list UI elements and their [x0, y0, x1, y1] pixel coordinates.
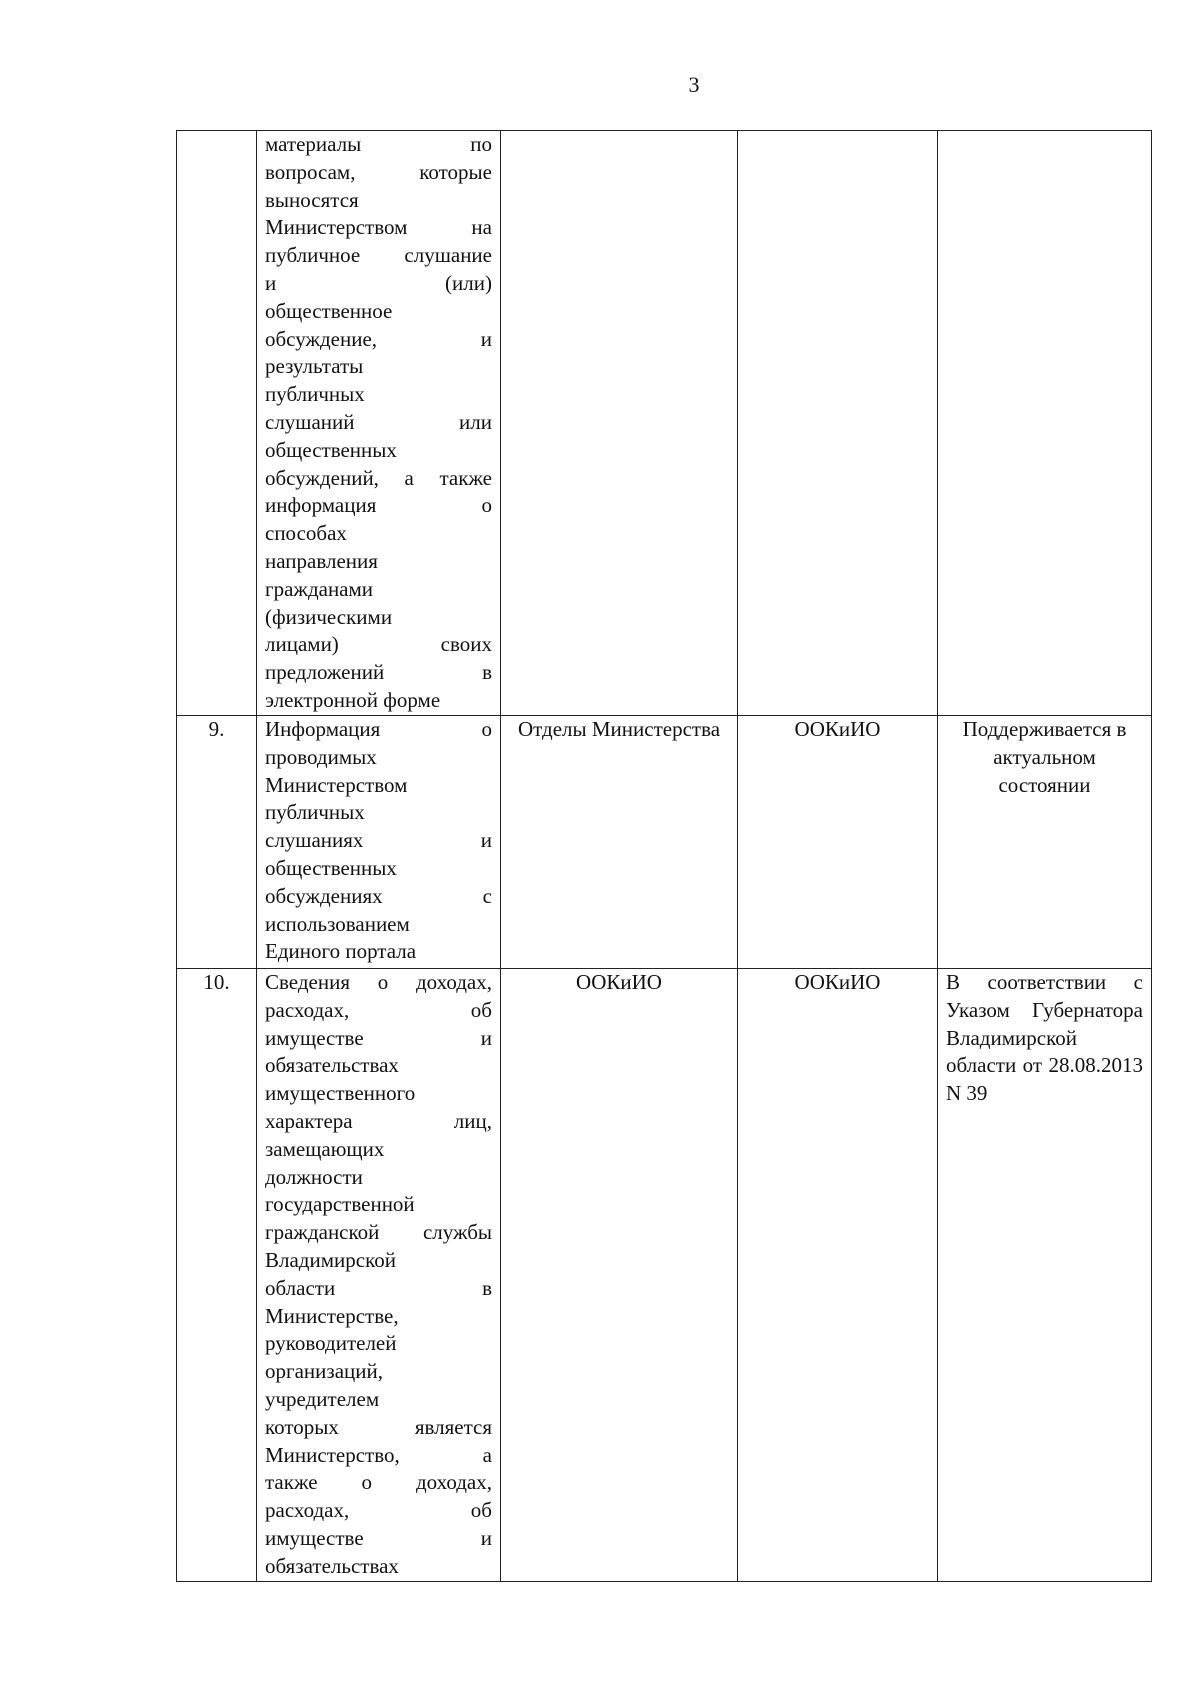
name-line: слушаниях и — [265, 828, 492, 853]
name-line: обсуждений, а также — [265, 465, 492, 490]
row-responsible-cell — [501, 131, 738, 716]
name-line: публичных — [265, 382, 365, 407]
name-line: информация о — [265, 493, 492, 518]
name-line: государственной — [265, 1192, 415, 1217]
name-line: общественных — [265, 855, 397, 880]
name-line: Информация о — [265, 717, 492, 741]
name-line: и (или) — [265, 270, 492, 295]
name-line: имуществе и — [265, 1025, 492, 1050]
name-line: обсуждениях с — [265, 883, 492, 908]
row-placement-cell: ООКиИО — [738, 969, 938, 1582]
name-line: Министерством на — [265, 215, 492, 240]
name-line: расходах, об — [265, 997, 492, 1022]
row-placement-cell — [738, 131, 938, 716]
name-line: публичных — [265, 800, 365, 825]
name-line: гражданской службы — [265, 1220, 492, 1245]
name-line: учредителем — [265, 1386, 380, 1411]
table-row — [177, 969, 1152, 1582]
name-line: (физическими — [265, 604, 393, 629]
table-row — [177, 716, 1152, 969]
row-name-cell — [257, 969, 501, 1582]
name-line: характера лиц, — [265, 1108, 492, 1133]
name-line: электронной форме — [265, 687, 441, 712]
name-line: также о доходах, — [265, 1470, 492, 1495]
name-line: Владимирской — [265, 1247, 396, 1272]
row-term-cell — [938, 131, 1152, 716]
row-responsible-cell: Отделы Министерства — [501, 716, 738, 969]
name-line: общественное — [265, 298, 393, 323]
name-line: замещающих — [265, 1136, 385, 1161]
name-line: выносятся — [265, 187, 359, 212]
name-line: лицами) своих — [265, 632, 492, 657]
name-line: Единого портала — [265, 939, 417, 964]
row-number-cell: 10. — [177, 969, 257, 1582]
row-term-cell: Поддерживается в актуальном состоянии — [938, 716, 1152, 969]
page-number: 3 — [688, 72, 700, 97]
name-line: гражданами — [265, 576, 374, 601]
name-line: организаций, — [265, 1359, 383, 1384]
row-placement-cell: ООКиИО — [738, 716, 938, 969]
name-line: результаты — [265, 354, 364, 379]
name-line: Министерство, а — [265, 1442, 492, 1467]
row-term-cell: В соответствии с Указом Губернатора Владимирской области от 28.08.2013 N 39 — [938, 969, 1152, 1582]
name-line: руководителей — [265, 1331, 397, 1356]
name-line: способах — [265, 521, 347, 546]
name-line: должности — [265, 1164, 363, 1189]
name-line: имущественного — [265, 1081, 416, 1106]
row-name-text — [265, 131, 492, 715]
row-name-text — [265, 969, 492, 1581]
row-number-cell — [177, 131, 257, 716]
name-line: Сведения о доходах, — [265, 970, 492, 994]
name-line: Министерстве, — [265, 1303, 399, 1328]
table-row — [177, 131, 1152, 716]
name-line: публичное слушание — [265, 243, 492, 268]
name-line: обязательствах — [265, 1553, 399, 1578]
row-name-cell — [257, 131, 501, 716]
name-line: имуществе и — [265, 1525, 492, 1550]
name-line: материалы по — [265, 132, 492, 156]
name-line: вопросам, которые — [265, 159, 492, 184]
row-number-cell: 9. — [177, 716, 257, 969]
row-responsible-cell: ООКиИО — [501, 969, 738, 1582]
name-line: проводимых — [265, 744, 377, 769]
document-table — [176, 130, 1152, 1582]
name-line: области в — [265, 1275, 492, 1300]
row-name-cell — [257, 716, 501, 969]
name-line: Министерством — [265, 772, 408, 797]
name-line: использованием — [265, 911, 410, 936]
name-line: слушаний или — [265, 409, 492, 434]
name-line: предложений в — [265, 660, 492, 685]
name-line: направления — [265, 548, 378, 573]
name-line: расходах, об — [265, 1498, 492, 1523]
name-line: обсуждение, и — [265, 326, 492, 351]
row-name-text — [265, 716, 492, 966]
name-line: общественных — [265, 437, 397, 462]
name-line: обязательствах — [265, 1053, 399, 1078]
name-line: которых является — [265, 1414, 492, 1439]
